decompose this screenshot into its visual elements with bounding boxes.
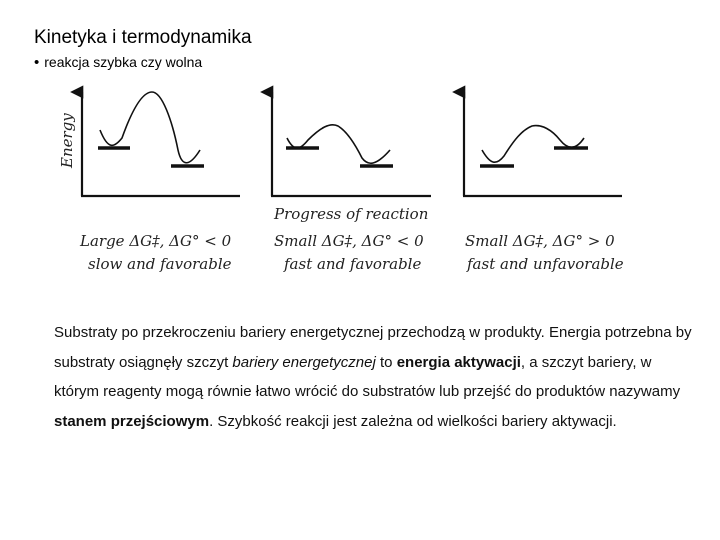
panel-3-caption-line2: fast and unfavorable bbox=[467, 255, 624, 273]
panel-1 bbox=[81, 92, 240, 196]
paragraph-text-3: , a szczyt bariery, w którym reagenty mogą równie łatwo wrócić do substratów lub przejść do produktów nazywamy bbox=[54, 353, 681, 400]
panel-2-energy-curve bbox=[287, 125, 390, 163]
explanation-paragraph bbox=[54, 318, 694, 436]
x-axis-label: Progress of reaction bbox=[274, 205, 429, 223]
paragraph-text-4: . Szybkość reakcji jest zależna od wielkości bariery aktywacji. bbox=[209, 412, 617, 430]
panel-2 bbox=[271, 92, 431, 196]
paragraph-text-1: Substraty po przekroczeniu bariery energetycznej przechodzą w produkty. Energia potrzebna by substraty osiągnęły szczyt bbox=[54, 324, 692, 371]
panel-1-caption-line2: slow and favorable bbox=[88, 255, 232, 273]
paragraph-text-2: to bbox=[375, 353, 397, 371]
panel-3 bbox=[463, 92, 622, 196]
panel-1-energy-curve bbox=[100, 92, 200, 163]
bullet-text: reakcja szybka czy wolna bbox=[44, 54, 203, 70]
bullet-dot-icon: • bbox=[34, 54, 40, 71]
panel-2-caption-line2: fast and favorable bbox=[284, 255, 422, 273]
slide-title: Kinetyka i termodynamika bbox=[34, 27, 252, 48]
term-activation-energy: energia aktywacji bbox=[396, 353, 521, 371]
panel-3-caption-line1: Small ΔG‡, ΔG° > 0 bbox=[465, 232, 615, 250]
panel-2-caption-line1: Small ΔG‡, ΔG° < 0 bbox=[274, 232, 424, 250]
panel-1-caption-line1: Large ΔG‡, ΔG° < 0 bbox=[80, 232, 232, 250]
panel-3-energy-curve bbox=[482, 126, 584, 163]
term-transition-state: stanem przejściowym bbox=[54, 412, 210, 430]
term-energy-barrier: bariery energetycznej bbox=[232, 353, 376, 371]
y-axis-label: Energy bbox=[58, 113, 76, 168]
